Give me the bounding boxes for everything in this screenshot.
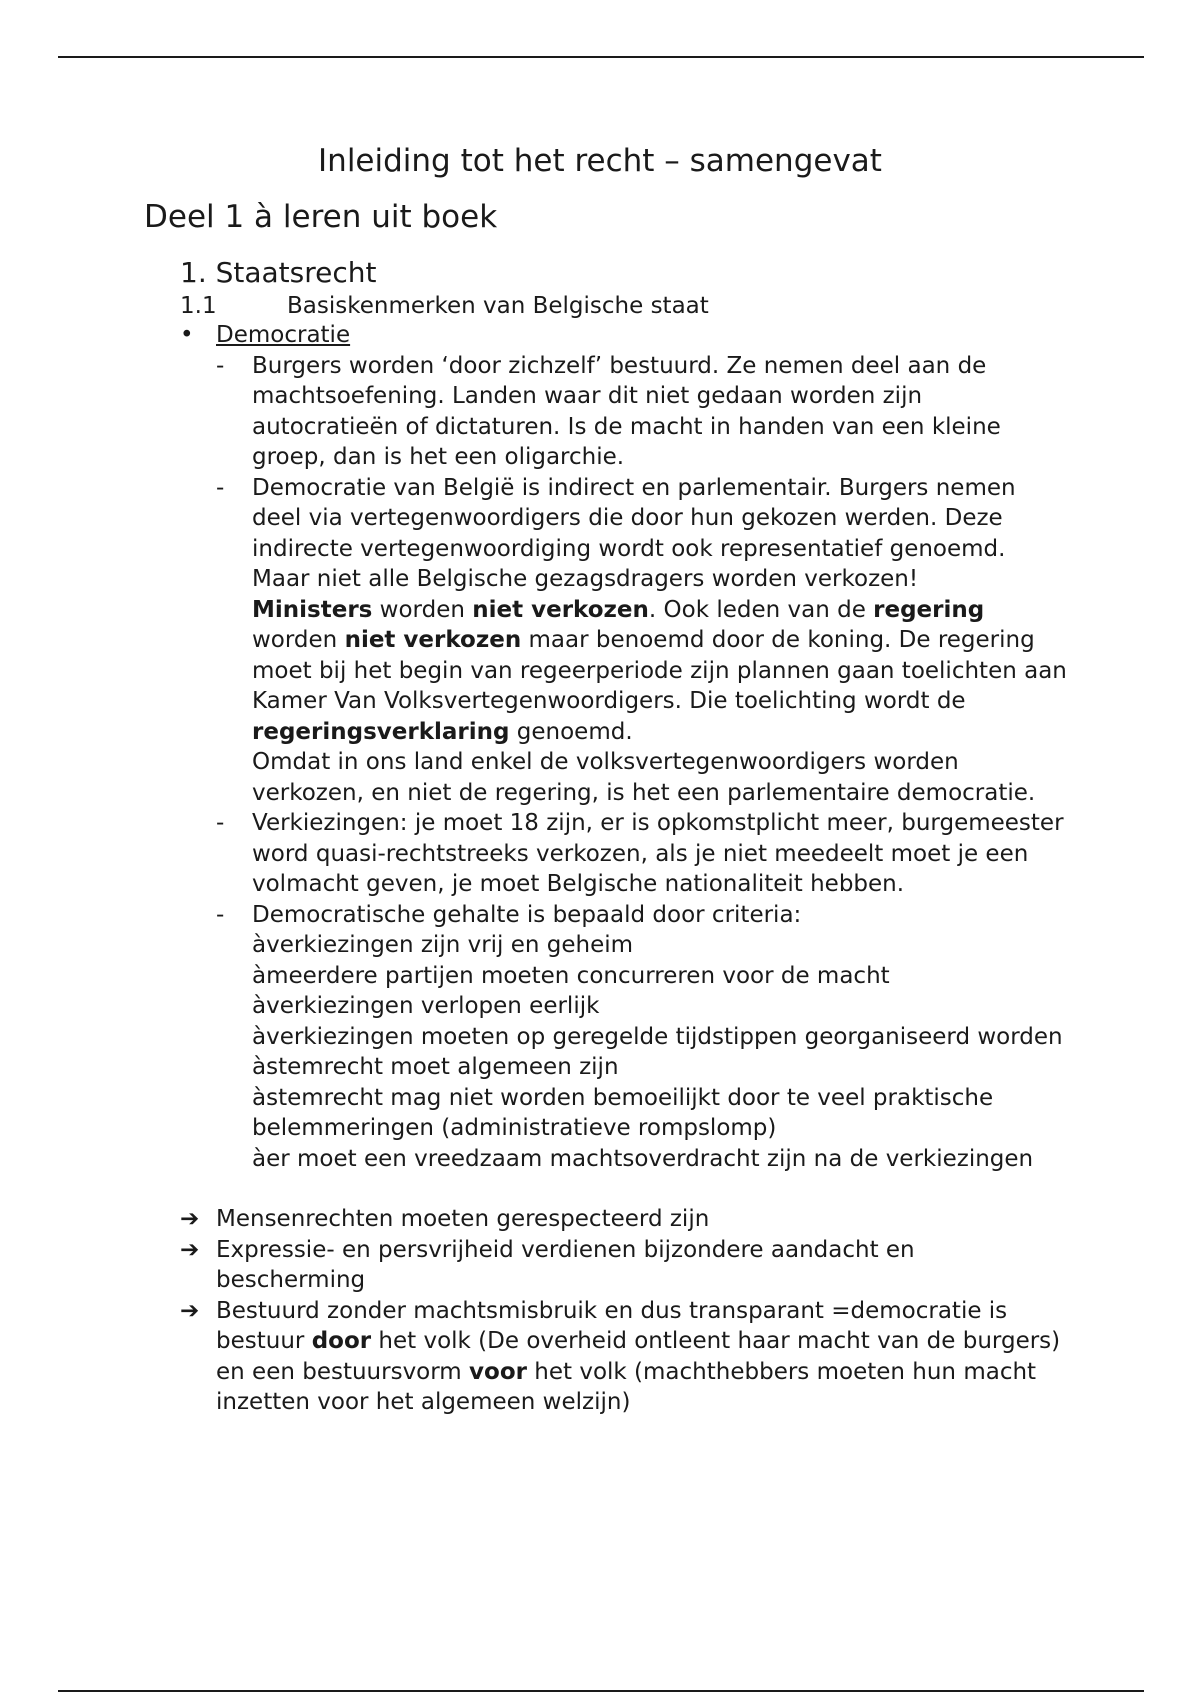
bold-niet-verkozen-2: niet verkozen [344,627,522,653]
bold-door: door [311,1328,372,1354]
list-item [0,1296,1200,1418]
bold-ministers: Ministers [252,596,373,623]
section-number: 1.1 [180,293,217,319]
text-worden-2: worden [252,627,345,653]
chapter-heading: 1. Staatsrecht [180,256,377,289]
footer-rule [58,1690,1144,1692]
list-item [0,1204,1200,1235]
bold-niet-verkozen: niet verkozen [472,596,649,623]
dash-list [0,351,1200,1175]
dash-icon: - [216,474,225,501]
criteria-item: àstemrecht mag niet worden bemoeilijkt door te veel praktische belemmeringen (administratieve rompslomp) [252,1084,994,1141]
arrow-text-bestuurd [216,1296,1070,1418]
dash-icon: - [216,810,225,836]
dash-icon: - [216,352,225,379]
section-title: Basiskenmerken van Belgische staat [287,293,709,319]
arrow-text-expressie: Expressie- en persvrijheid verdienen bijzondere aandacht en bescherming [216,1236,915,1293]
criteria-item: àmeerdere partijen moeten concurreren voor de macht [252,962,890,989]
bold-voor: voor [469,1358,527,1385]
paragraph-parlementaire: Omdat in ons land enkel de volksvertegenwoordigers worden verkozen, en niet de regering, is het een parlementaire democratie. [252,749,1036,806]
paragraph-verkiezingen: Verkiezingen: je moet 18 zijn, er is opkomstplicht meer, burgemeester word quasi-rechtstreeks verkozen, als je niet meedeelt moet je een volmacht geven, je moet Belgische nationaliteit hebben. [252,810,1064,897]
criteria-item: àstemrecht moet algemeen zijn [252,1054,619,1080]
list-item [0,1235,1200,1296]
list-item [0,900,1200,1175]
list-item [0,808,1200,900]
text-rest: maar benoemd door de koning. De regering moet bij het begin van regeerperiode zijn plannen gaan toelichten aan Kamer Van Volksvertegenwoordigers. Die toelichting wordt de [252,627,1067,714]
criteria-item: àer moet een vreedzaam machtsoverdracht zijn na de verkiezingen [252,1145,1034,1172]
text-bestuurd-a: Bestuurd zonder machtsmisbruik en dus transparant =democratie is bestuur [216,1297,1008,1354]
list-item [0,351,1200,473]
arrow-right-icon: ➔ [180,1206,200,1232]
bullet-democratie [0,320,1200,351]
criteria-item: àverkiezingen zijn vrij en geheim [252,932,634,958]
bullet-label: Democratie [216,322,351,348]
dash-icon: - [216,901,225,928]
header-rule [58,56,1144,58]
bold-regeringsverklaring: regeringsverklaring [252,718,510,745]
criteria-item: àverkiezingen moeten op geregelde tijdstippen georganiseerd worden [252,1023,1063,1050]
text-bestuurd-c: het volk (machthebbers moeten hun macht inzetten voor het algemeen welzijn) [216,1358,1037,1415]
part-heading: Deel 1 à leren uit boek [144,199,498,235]
text-bestuurd-b: het volk (De overheid ontleent haar macht van de burgers) en een bestuursvorm [216,1328,1061,1385]
paragraph-democratie-intro: Democratie van België is indirect en parlementair. Burgers nemen deel via vertegenwoordigers die door hun gekozen werden. Deze indirecte vertegenwoordiging wordt ook representatief genoemd. Maar niet alle Belgische gezagsdragers worden verkozen! [252,474,1016,592]
text-ook-leden: . Ook leden van de [648,596,874,623]
arrow-text-mensenrechten: Mensenrechten moeten gerespecteerd zijn [216,1206,710,1232]
bold-regering: regering [873,596,985,623]
text-worden: worden [372,596,473,623]
criteria-item: àverkiezingen verlopen eerlijk [252,993,600,1019]
text-genoemd: genoemd. [509,718,633,745]
arrow-list [0,1204,1200,1418]
arrow-right-icon: ➔ [180,1236,200,1263]
document-title: Inleiding tot het recht – samengevat [318,143,882,179]
list-item [0,473,1200,809]
criteria-intro: Democratische gehalte is bepaald door criteria: [252,901,802,928]
paragraph-ministers [252,595,1070,748]
spacer [0,1174,1200,1204]
document-body [0,320,1200,1418]
paragraph-burgers: Burgers worden ‘door zichzelf’ bestuurd. Ze nemen deel aan de machtsoefening. Landen waar dit niet gedaan worden zijn autocratieën of dictaturen. Is de macht in handen van een kleine groep, dan is het een oligarchie. [252,352,1001,470]
bullet-dot-icon: • [180,322,194,348]
arrow-right-icon: ➔ [180,1297,200,1324]
section-heading [180,290,709,322]
